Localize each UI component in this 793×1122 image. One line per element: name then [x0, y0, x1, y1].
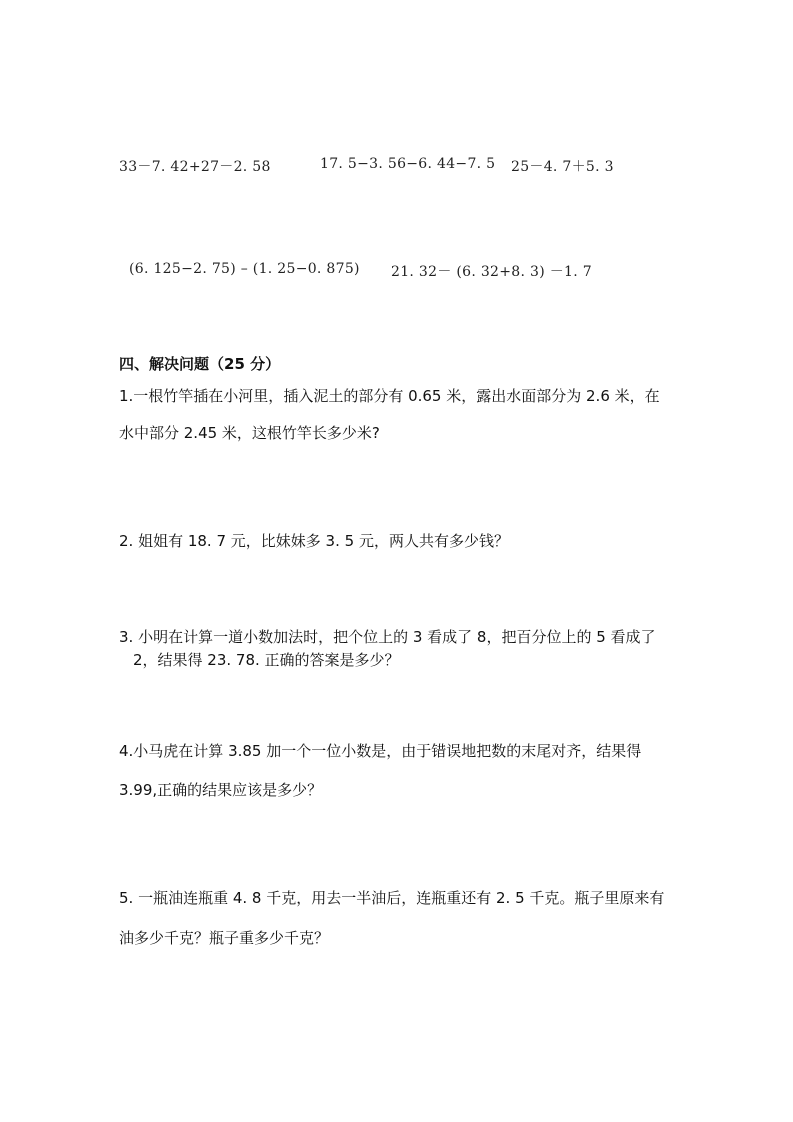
problem-4-line-1: 4.小马虎在计算 3.85 加一个一位小数是，由于错误地把数的末尾对齐，结果得	[119, 742, 642, 760]
problem-1-line-1: 1.一根竹竿插在小河里，插入泥土的部分有 0.65 米，露出水面部分为 2.6 米，在	[119, 387, 660, 405]
calc-expression-3: 25－4. 7＋5. 3	[511, 159, 614, 175]
problem-3-line-2: 2，结果得 23. 78. 正确的答案是多少？	[133, 651, 400, 669]
calc-expression-5: 21. 32－ (6. 32+8. 3) －1. 7	[391, 264, 592, 280]
problem-2-line-1: 2. 姐姐有 18. 7 元，比妹妹多 3. 5 元，两人共有多少钱？	[119, 532, 509, 550]
problem-1-line-2: 水中部分 2.45 米，这根竹竿长多少米?	[119, 424, 380, 442]
calc-expression-2: 17. 5−3. 56−6. 44−7. 5	[320, 156, 496, 172]
calc-expression-4: (6. 125−2. 75) – (1. 25−0. 875)	[129, 261, 360, 277]
problem-5-line-2: 油多少千克？瓶子重多少千克？	[119, 929, 330, 947]
calc-expression-1: 33－7. 42+27－2. 58	[119, 159, 271, 175]
problem-5-line-1: 5. 一瓶油连瓶重 4. 8 千克，用去一半油后，连瓶重还有 2. 5 千克。瓶子里原来有	[119, 889, 665, 907]
problem-3-line-1: 3. 小明在计算一道小数加法时，把个位上的 3 看成了 8，把百分位上的 5 看成了	[119, 628, 656, 646]
section-heading: 四、解决问题（25 分）	[119, 355, 281, 373]
problem-4-line-2: 3.99,正确的结果应该是多少？	[119, 781, 323, 799]
